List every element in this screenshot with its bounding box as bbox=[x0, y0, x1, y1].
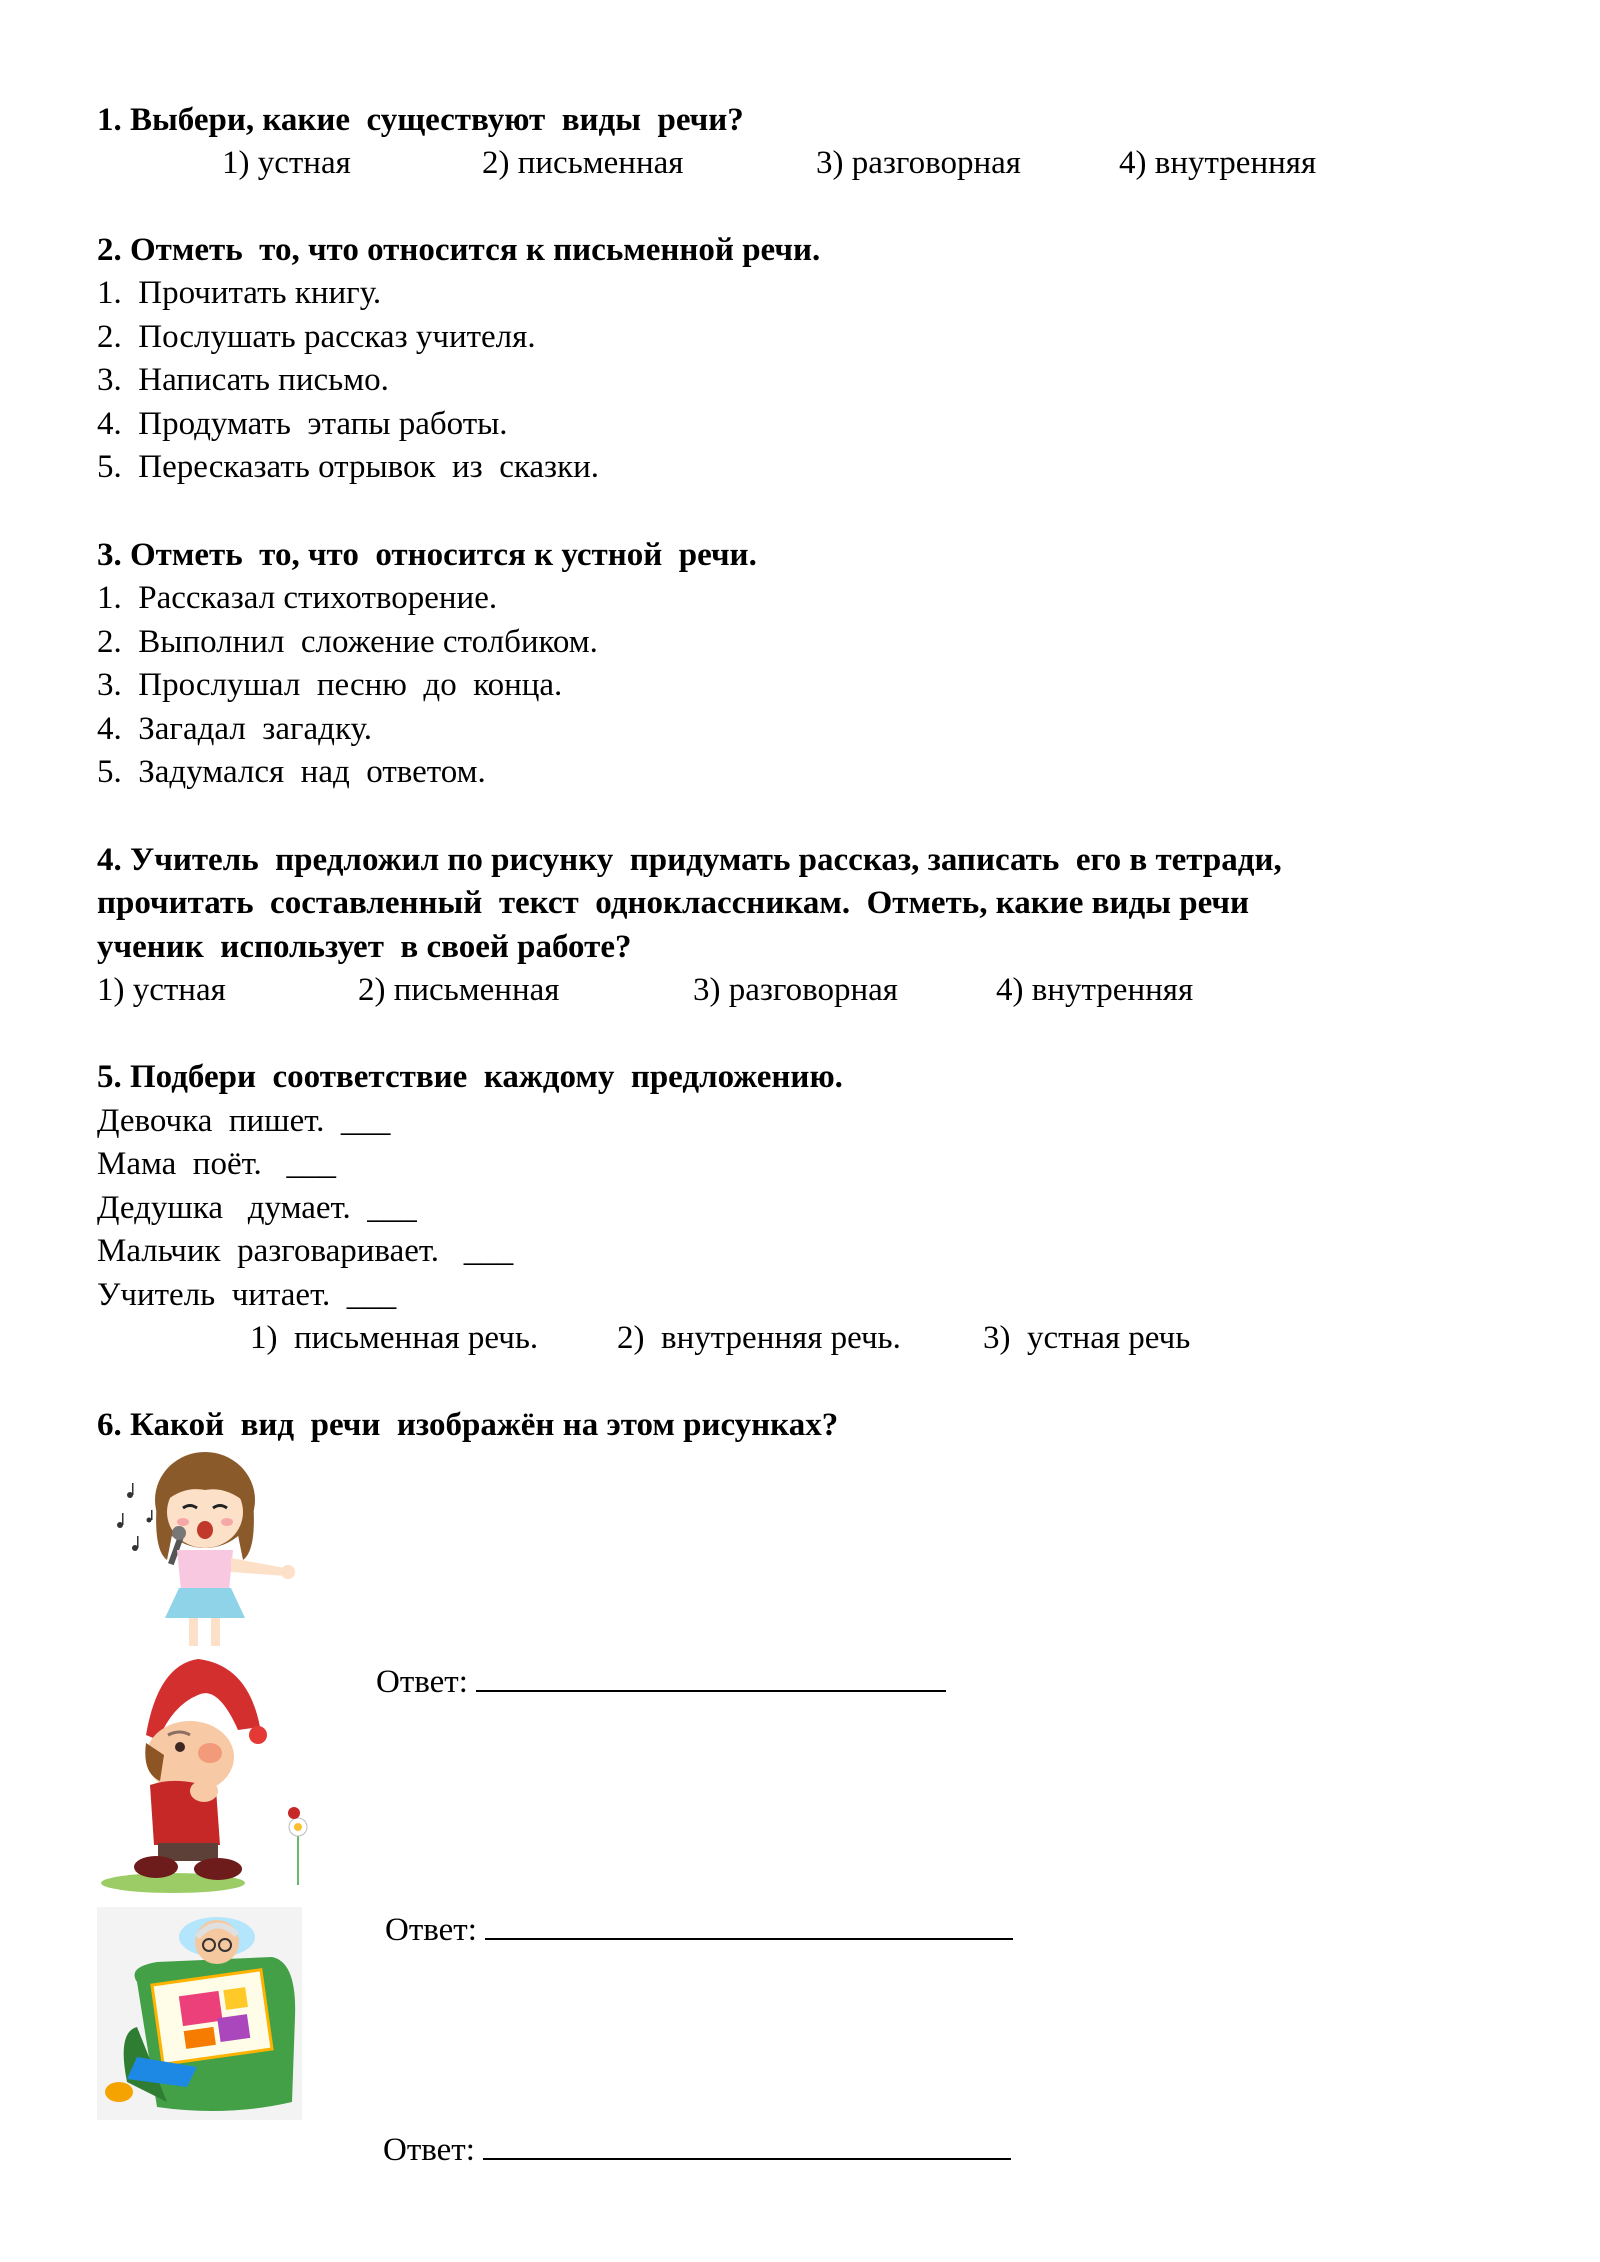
answer-label: Ответ: bbox=[385, 1912, 477, 1948]
q5-option-3: 3) устная речь bbox=[983, 1320, 1191, 1356]
q4-option-4: 4) внутренняя bbox=[996, 972, 1194, 1008]
q5-item-2: Мама поёт. ___ bbox=[97, 1146, 337, 1182]
q5-option-2: 2) внутренняя речь. bbox=[617, 1320, 901, 1356]
q2-item-4: 4. Продумать этапы работы. bbox=[97, 406, 508, 442]
q5-option-1: 1) письменная речь. bbox=[250, 1320, 539, 1356]
q1-title: 1. Выбери, какие существуют виды речи? bbox=[97, 102, 744, 138]
q1-option-3: 3) разговорная bbox=[816, 145, 1021, 181]
q4-option-1: 1) устная bbox=[97, 972, 226, 1008]
q3-item-1: 1. Рассказал стихотворение. bbox=[97, 580, 498, 616]
q2-item-3: 3. Написать письмо. bbox=[97, 362, 389, 398]
answer-blank-3[interactable] bbox=[483, 2128, 1011, 2160]
q1-option-4: 4) внутренняя bbox=[1119, 145, 1317, 181]
q3-item-5: 5. Задумался над ответом. bbox=[97, 754, 486, 790]
thinking-gnome-picture bbox=[98, 1655, 323, 1895]
q3-item-3: 3. Прослушал песню до конца. bbox=[97, 667, 563, 703]
q1-option-1: 1) устная bbox=[222, 145, 351, 181]
answer-blank-1[interactable] bbox=[476, 1660, 946, 1692]
q3-title: 3. Отметь то, что относится к устной речи. bbox=[97, 537, 757, 573]
q6-answer-1 bbox=[343, 1620, 946, 1742]
q2-item-2: 2. Послушать рассказ учителя. bbox=[97, 319, 536, 355]
q3-item-4: 4. Загадал загадку. bbox=[97, 711, 372, 747]
q5-item-5: Учитель читает. ___ bbox=[97, 1277, 397, 1313]
q5-title: 5. Подбери соответствие каждому предложению. bbox=[97, 1059, 843, 1095]
q6-answer-2 bbox=[352, 1868, 1013, 1990]
q5-item-1: Девочка пишет. ___ bbox=[97, 1103, 391, 1139]
q6-title: 6. Какой вид речи изображён на этом рисунках? bbox=[97, 1407, 839, 1443]
q4-title-line-1: 4. Учитель предложил по рисунку придумать рассказ, записать его в тетради, bbox=[97, 842, 1282, 878]
q6-answer-3 bbox=[350, 2088, 1011, 2210]
answer-label: Ответ: bbox=[383, 2132, 475, 2168]
singing-girl-picture bbox=[105, 1450, 305, 1650]
q3-item-2: 2. Выполнил сложение столбиком. bbox=[97, 624, 598, 660]
q5-item-4: Мальчик разговаривает. ___ bbox=[97, 1233, 514, 1269]
q4-title-line-3: ученик использует в своей работе? bbox=[97, 929, 632, 965]
q2-item-5: 5. Пересказать отрывок из сказки. bbox=[97, 449, 600, 485]
answer-label: Ответ: bbox=[376, 1664, 468, 1700]
q4-title-line-2: прочитать составленный текст одноклассникам. Отметь, какие виды речи bbox=[97, 885, 1250, 921]
reading-grandpa-picture bbox=[97, 1907, 302, 2120]
q2-item-1: 1. Прочитать книгу. bbox=[97, 275, 382, 311]
q1-option-2: 2) письменная bbox=[482, 145, 684, 181]
music-notes-icon bbox=[117, 1483, 153, 1551]
q5-item-3: Дедушка думает. ___ bbox=[97, 1190, 417, 1226]
answer-blank-2[interactable] bbox=[485, 1908, 1013, 1940]
q4-option-2: 2) письменная bbox=[358, 972, 560, 1008]
q2-title: 2. Отметь то, что относится к письменной речи. bbox=[97, 232, 821, 268]
q4-option-3: 3) разговорная bbox=[693, 972, 898, 1008]
